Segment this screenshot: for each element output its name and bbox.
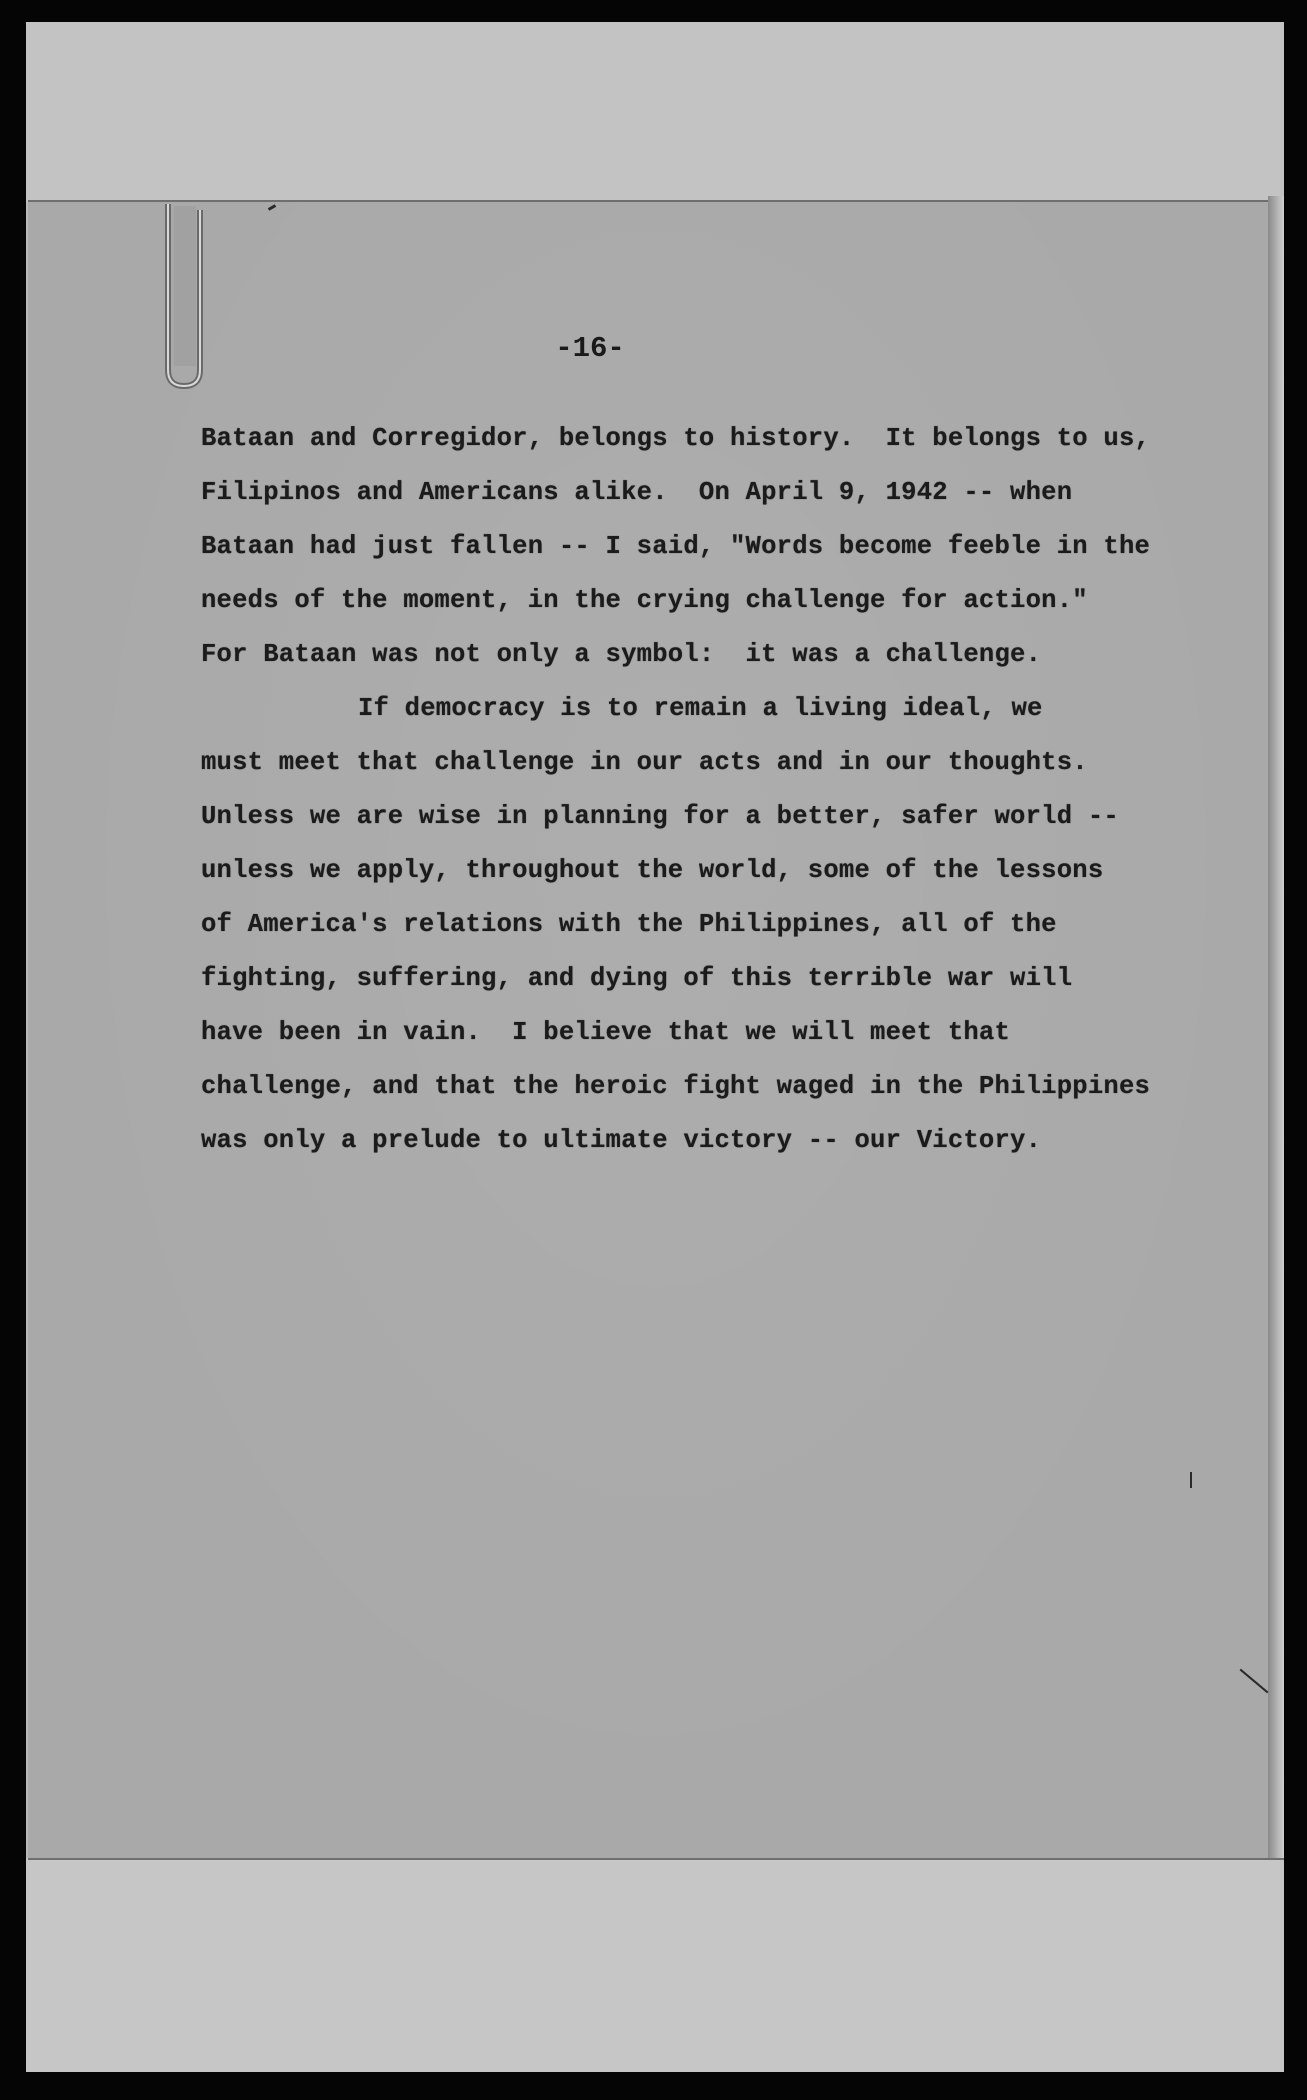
body-text <box>201 412 1201 1168</box>
text-line: Bataan and Corregidor, belongs to history. It belongs to us, <box>201 424 1151 453</box>
text-line: have been in vain. I believe that we will meet that <box>201 1018 1011 1047</box>
backing-sheet-top <box>26 22 1284 202</box>
specks <box>1190 1472 1192 1488</box>
text-line: was only a prelude to ultimate victory -- our Victory. <box>201 1126 1042 1155</box>
text-line: fighting, suffering, and dying of this terrible war will <box>201 964 1073 993</box>
text-line: of America's relations with the Philippines, all of the <box>201 910 1057 939</box>
text-line: needs of the moment, in the crying challenge for action." <box>201 586 1088 615</box>
backing-sheet-bottom <box>26 1858 1284 2072</box>
page-number: -16- <box>555 332 625 365</box>
text-line: unless we apply, throughout the world, some of the lessons <box>201 856 1104 885</box>
text-line: Bataan had just fallen -- I said, "Words become feeble in the <box>201 532 1151 561</box>
text-line: challenge, and that the heroic fight waged in the Philippines <box>201 1072 1151 1101</box>
text-line: If democracy is to remain a living ideal, we <box>358 694 1043 723</box>
text-line: Filipinos and Americans alike. On April 9, 1942 -- when <box>201 478 1073 507</box>
text-line: must meet that challenge in our acts and in our thoughts. <box>201 748 1088 777</box>
page-edge <box>1268 196 1284 1858</box>
text-line: For Bataan was not only a symbol: it was a challenge. <box>201 640 1042 669</box>
text-line: Unless we are wise in planning for a better, safer world -- <box>201 802 1119 831</box>
